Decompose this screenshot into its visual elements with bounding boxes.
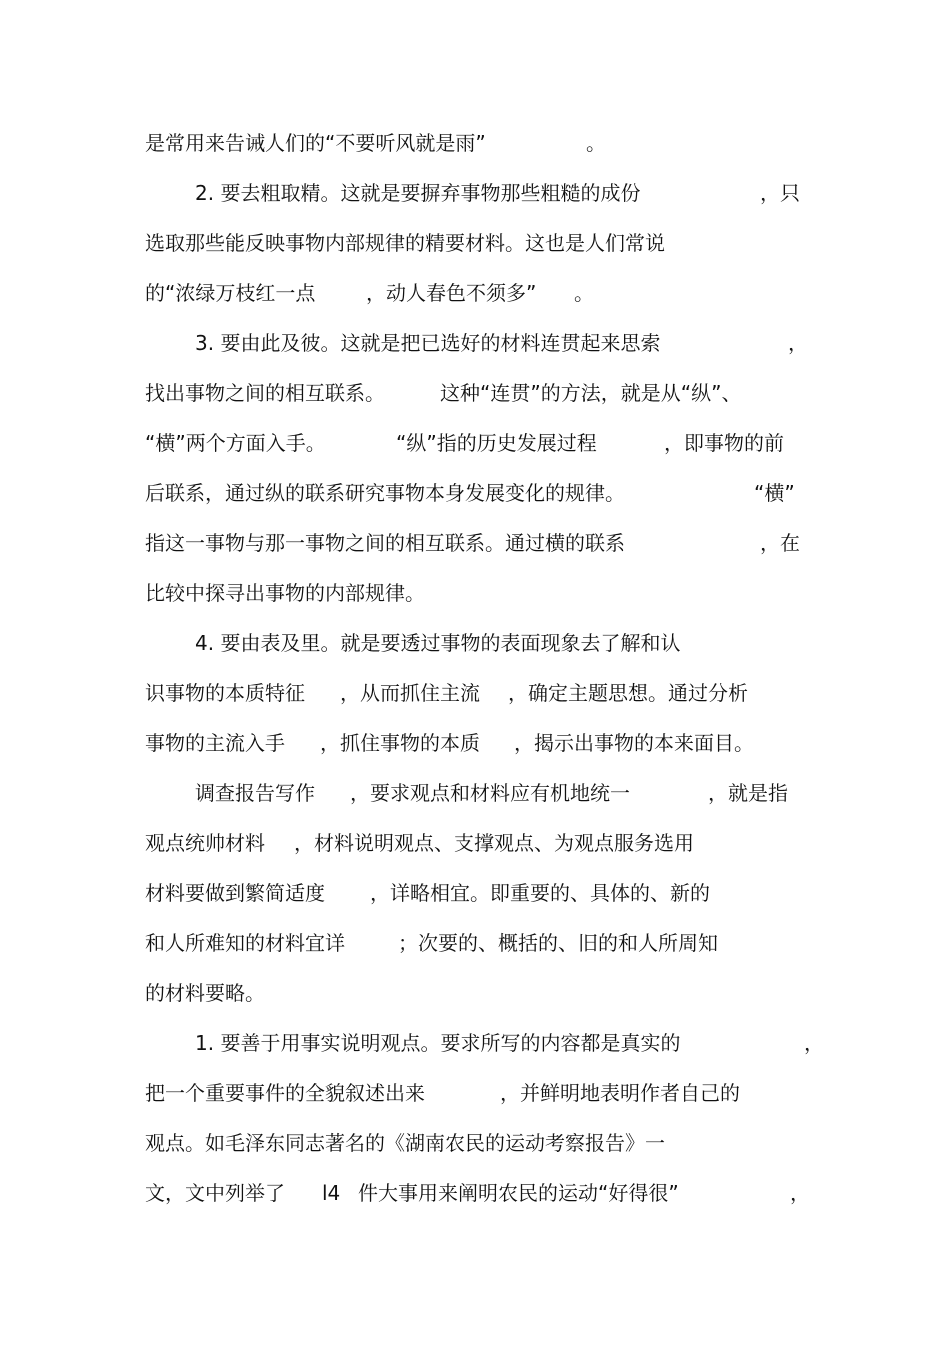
text-segment: “横”两个方面入手。 bbox=[145, 431, 326, 455]
text-segment: ，要求观点和材料应有机地统一 bbox=[350, 781, 630, 805]
text-segment: 后联系，通过纵的联系研究事物本身发展变化的规律。 bbox=[145, 481, 625, 505]
text-segment: ；次要的、概括的、旧的和人所周知 bbox=[398, 931, 718, 955]
text-line bbox=[0, 379, 950, 429]
text-segment: 的“浓绿万枝红一点 bbox=[145, 281, 316, 305]
text-segment: “横” bbox=[754, 481, 795, 505]
text-segment: 1. 要善于用事实说明观点。要求所写的内容都是真实的 bbox=[195, 1031, 681, 1055]
text-line bbox=[0, 529, 950, 579]
text-segment: 把一个重要事件的全貌叙述出来 bbox=[145, 1081, 425, 1105]
text-line bbox=[0, 879, 950, 929]
text-segment: ，即事物的前 bbox=[664, 431, 784, 455]
text-segment: ，确定主题思想。通过分析 bbox=[508, 681, 748, 705]
text-line bbox=[0, 279, 950, 329]
text-segment: 3. 要由此及彼。这就是把已选好的材料连贯起来思索 bbox=[195, 331, 661, 355]
text-segment: ， bbox=[790, 1181, 810, 1205]
text-segment: l4 bbox=[322, 1181, 341, 1205]
text-segment: 。 bbox=[574, 281, 594, 305]
text-line bbox=[0, 1079, 950, 1129]
text-segment: ，就是指 bbox=[708, 781, 788, 805]
text-line bbox=[0, 629, 950, 679]
text-segment: 调查报告写作 bbox=[195, 781, 315, 805]
text-segment: ，详略相宜。即重要的、具体的、新的 bbox=[370, 881, 710, 905]
text-segment: 是常用来告诫人们的“不要听风就是雨” bbox=[145, 131, 486, 155]
text-segment: 找出事物之间的相互联系。 bbox=[145, 381, 385, 405]
text-line bbox=[0, 729, 950, 779]
text-line bbox=[0, 179, 950, 229]
text-segment: 文，文中列举了 bbox=[145, 1181, 285, 1205]
text-segment: ，只 bbox=[760, 181, 800, 205]
text-segment: 比较中探寻出事物的内部规律。 bbox=[145, 581, 425, 605]
text-line bbox=[0, 1029, 950, 1079]
text-line bbox=[0, 1179, 950, 1229]
text-line bbox=[0, 329, 950, 379]
text-segment: 指这一事物与那一事物之间的相互联系。通过横的联系 bbox=[145, 531, 625, 555]
text-line bbox=[0, 429, 950, 479]
text-segment: 2. 要去粗取精。这就是要摒弃事物那些粗糙的成份 bbox=[195, 181, 641, 205]
text-segment: 4. 要由表及里。就是要透过事物的表面现象去了解和认 bbox=[195, 631, 681, 655]
text-segment: 选取那些能反映事物内部规律的精要材料。这也是人们常说 bbox=[145, 231, 665, 255]
text-segment: ，揭示出事物的本来面目。 bbox=[514, 731, 754, 755]
text-segment: 事物的主流入手 bbox=[145, 731, 285, 755]
text-line bbox=[0, 779, 950, 829]
text-segment: 件大事用来阐明农民的运动“好得很” bbox=[358, 1181, 679, 1205]
text-line bbox=[0, 229, 950, 279]
text-segment: 识事物的本质特征 bbox=[145, 681, 305, 705]
text-segment: 的材料要略。 bbox=[145, 981, 265, 1005]
text-segment: 。 bbox=[586, 131, 606, 155]
text-segment: 观点统帅材料 bbox=[145, 831, 265, 855]
text-line bbox=[0, 479, 950, 529]
text-segment: ，动人春色不须多” bbox=[366, 281, 537, 305]
text-segment: “纵”指的历史发展过程 bbox=[396, 431, 597, 455]
text-segment: 这种“连贯”的方法，就是从“纵”、 bbox=[440, 381, 742, 405]
text-segment: ，从而抓住主流 bbox=[340, 681, 480, 705]
text-segment: ，并鲜明地表明作者自己的 bbox=[500, 1081, 740, 1105]
text-line bbox=[0, 979, 950, 1029]
text-segment: ，材料说明观点、支撑观点、为观点服务选用 bbox=[294, 831, 694, 855]
text-line bbox=[0, 129, 950, 179]
text-line bbox=[0, 579, 950, 629]
text-segment: ， bbox=[788, 331, 808, 355]
text-segment: 材料要做到繁简适度 bbox=[145, 881, 325, 905]
text-line bbox=[0, 679, 950, 729]
text-segment: 和人所难知的材料宜详 bbox=[145, 931, 345, 955]
text-line bbox=[0, 1129, 950, 1179]
text-segment: ， bbox=[804, 1031, 824, 1055]
text-segment: ，抓住事物的本质 bbox=[320, 731, 480, 755]
text-segment: 观点。如毛泽东同志著名的《湖南农民的运动考察报告》一 bbox=[145, 1131, 665, 1155]
text-line bbox=[0, 929, 950, 979]
text-line bbox=[0, 829, 950, 879]
text-segment: ，在 bbox=[760, 531, 800, 555]
